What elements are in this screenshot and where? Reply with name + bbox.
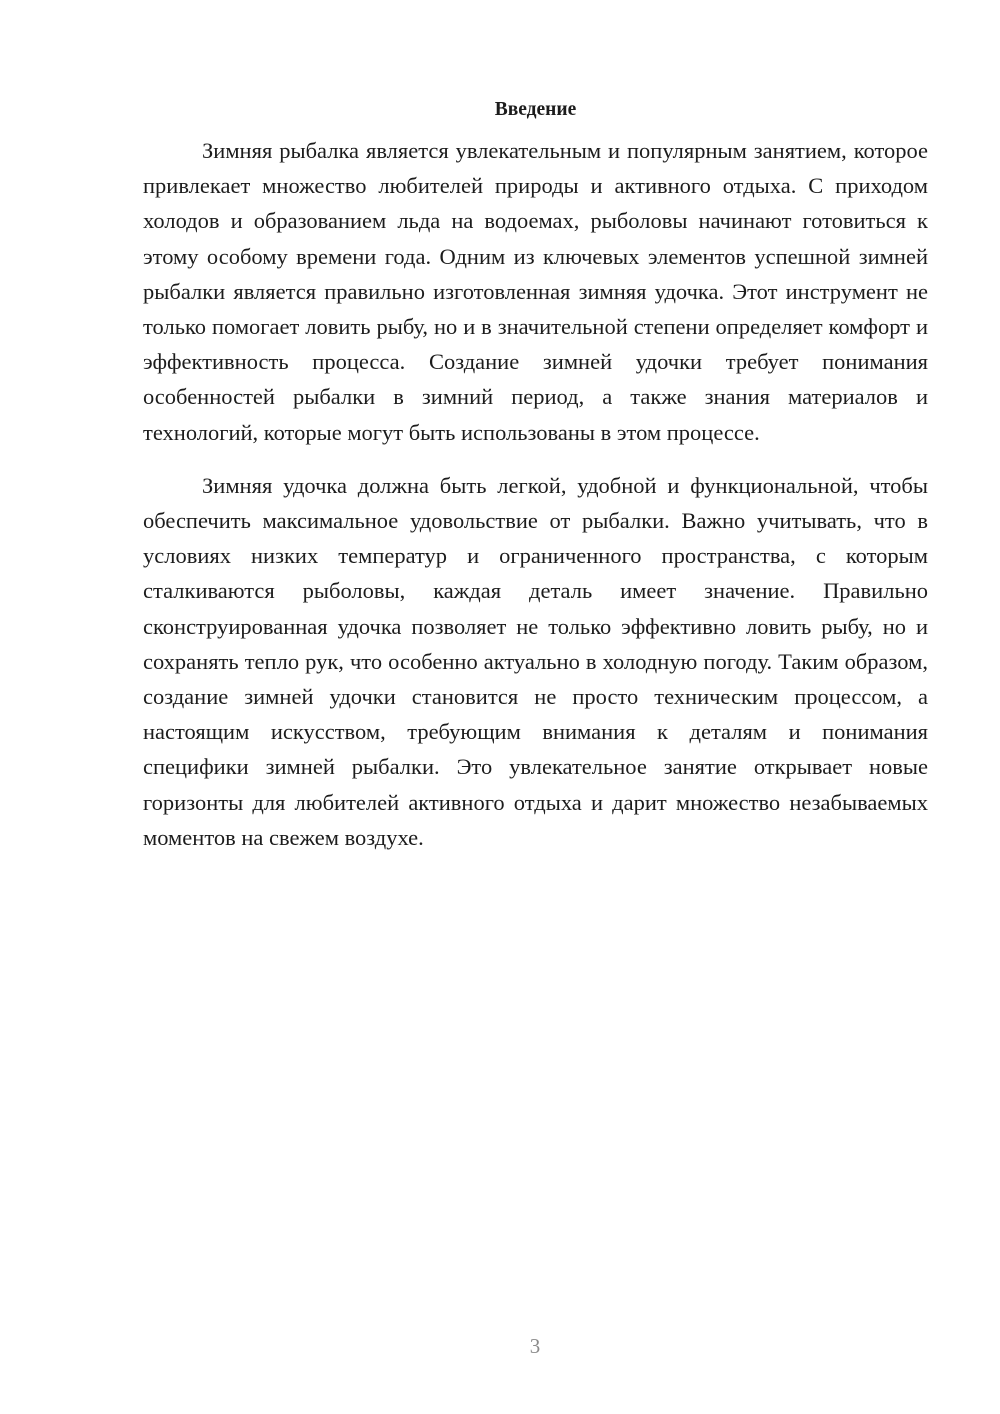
section-title: Введение	[494, 99, 577, 120]
page-content	[143, 95, 928, 855]
paragraph-2: Зимняя удочка должна быть легкой, удобной и функциональной, чтобы обеспечить максимальное удовольствие от рыбалки. Важно учитывать, что в условиях низких температур и ограниченного пространства, с которым сталкиваются рыболовы, каждая деталь имеет значение. Правильно сконструированная удочка позволяет не только эффективно ловить рыбу, но и сохранять тепло рук, что особенно актуально в холодную погоду. Таким образом, создание зимней удочки становится не просто техническим процессом, а настоящим искусством, требующим внимания к деталям и понимания специфики зимней рыбалки. Это увлекательное занятие открывает новые горизонты для любителей активного отдыха и дарит множество незабываемых моментов на свежем воздухе.	[143, 472, 928, 850]
paragraph-1: Зимняя рыбалка является увлекательным и популярным занятием, которое привлекает множество любителей природы и активного отдыха. С приходом холодов и образованием льда на водоемах, рыболовы начинают готовиться к этому особому времени года. Одним из ключевых элементов успешной зимней рыбалки является правильно изготовленная зимняя удочка. Этот инструмент не только помогает ловить рыбу, но и в значительной степени определяет комфорт и эффективность процесса. Создание зимней удочки требует понимания особенностей рыбалки в зимний период, а также знания материалов и технологий, которые могут быть использованы в этом процессе.	[143, 138, 928, 445]
page-number: 3	[529, 1334, 541, 1358]
